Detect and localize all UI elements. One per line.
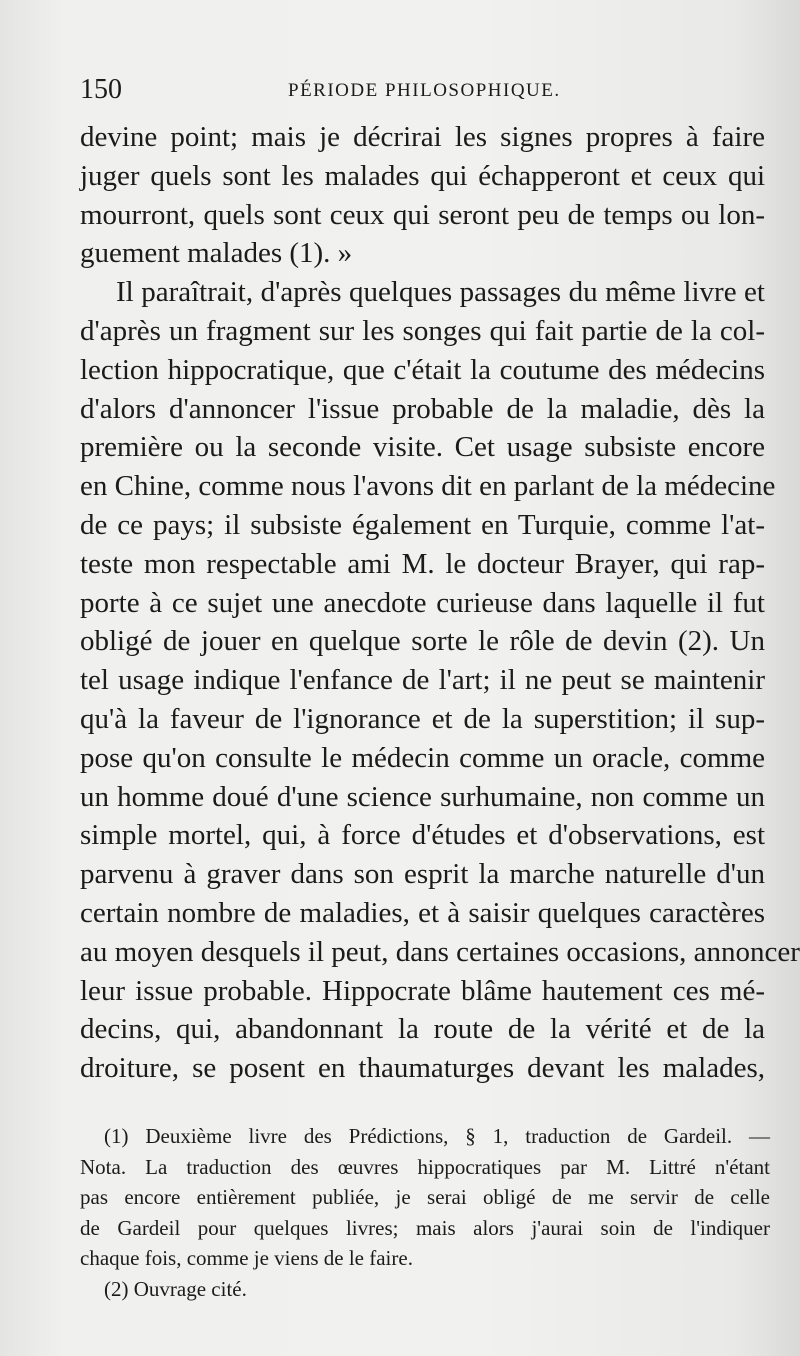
text-line: un homme doué d'une science surhumaine, non comme un xyxy=(80,780,765,813)
text-line: certain nombre de maladies, et à saisir quelques caractères xyxy=(80,896,765,929)
text-line: lection hippocratique, que c'était la coutume des médecins xyxy=(80,353,765,386)
text-line: d'après un fragment sur les songes qui fait partie de la col- xyxy=(80,314,765,347)
page-number: 150 xyxy=(80,74,122,105)
text-line: de ce pays; il subsiste également en Turquie, comme l'at- xyxy=(80,508,765,541)
footnote-line: Nota. La traduction des œuvres hippocratiques par M. Littré n'étant xyxy=(80,1154,770,1179)
text-line: première ou la seconde visite. Cet usage subsiste encore xyxy=(80,431,765,464)
text-line: d'alors d'annoncer l'issue probable de la maladie, dès la xyxy=(80,392,765,425)
text-line: Il paraîtrait, d'après quelques passages du même livre et xyxy=(116,276,765,309)
text-line: obligé de jouer en quelque sorte le rôle de devin (2). Un xyxy=(80,625,765,658)
footnote-line: (2) Ouvrage cité. xyxy=(104,1276,247,1301)
text-line: porte à ce sujet une anecdote curieuse dans laquelle il fut xyxy=(80,586,765,619)
text-line: devine point; mais je décrirai les signes propres à faire xyxy=(80,121,765,153)
text-line: qu'à la faveur de l'ignorance et de la superstition; il sup- xyxy=(80,702,765,735)
text-line: leur issue probable. Hippocrate blâme hautement ces mé- xyxy=(80,974,765,1007)
footnotes xyxy=(80,1121,770,1304)
body-text xyxy=(80,118,800,1088)
text-line: droiture, se posent en thaumaturges devant les malades, xyxy=(80,1052,765,1085)
footnote-line: (1) Deuxième livre des Prédictions, § 1, traduction de Gardeil. — xyxy=(104,1124,770,1148)
footnote-line: pas encore entièrement publiée, je serai obligé de me servir de celle xyxy=(80,1185,770,1209)
text-line: teste mon respectable ami M. le docteur Brayer, qui rap- xyxy=(80,547,765,580)
text-line: tel usage indique l'enfance de l'art; il ne peut se maintenir xyxy=(80,664,765,697)
page-header xyxy=(80,74,760,108)
text-line: pose qu'on consulte le médecin comme un oracle, comme xyxy=(80,741,765,774)
text-line: parvenu à graver dans son esprit la marche naturelle d'un xyxy=(80,858,765,891)
running-head: PÉRIODE PHILOSOPHIQUE. xyxy=(288,80,561,101)
text-line: decins, qui, abandonnant la route de la vérité et de la xyxy=(80,1013,765,1046)
text-line: juger quels sont les malades qui échapperont et ceux qui xyxy=(80,159,765,192)
text-line: au moyen desquels il peut, dans certaines occasions, annoncer xyxy=(80,935,800,968)
text-line: guement malades (1). » xyxy=(80,237,353,270)
footnote-line: chaque fois, comme je viens de le faire. xyxy=(80,1246,413,1270)
text-line: simple mortel, qui, à force d'études et d'observations, est xyxy=(80,819,765,852)
text-line: mourront, quels sont ceux qui seront peu de temps ou lon- xyxy=(80,198,765,231)
text-line: en Chine, comme nous l'avons dit en parlant de la médecine xyxy=(80,470,776,503)
footnote-line: de Gardeil pour quelques livres; mais alors j'aurai soin de l'indiquer xyxy=(80,1215,770,1240)
